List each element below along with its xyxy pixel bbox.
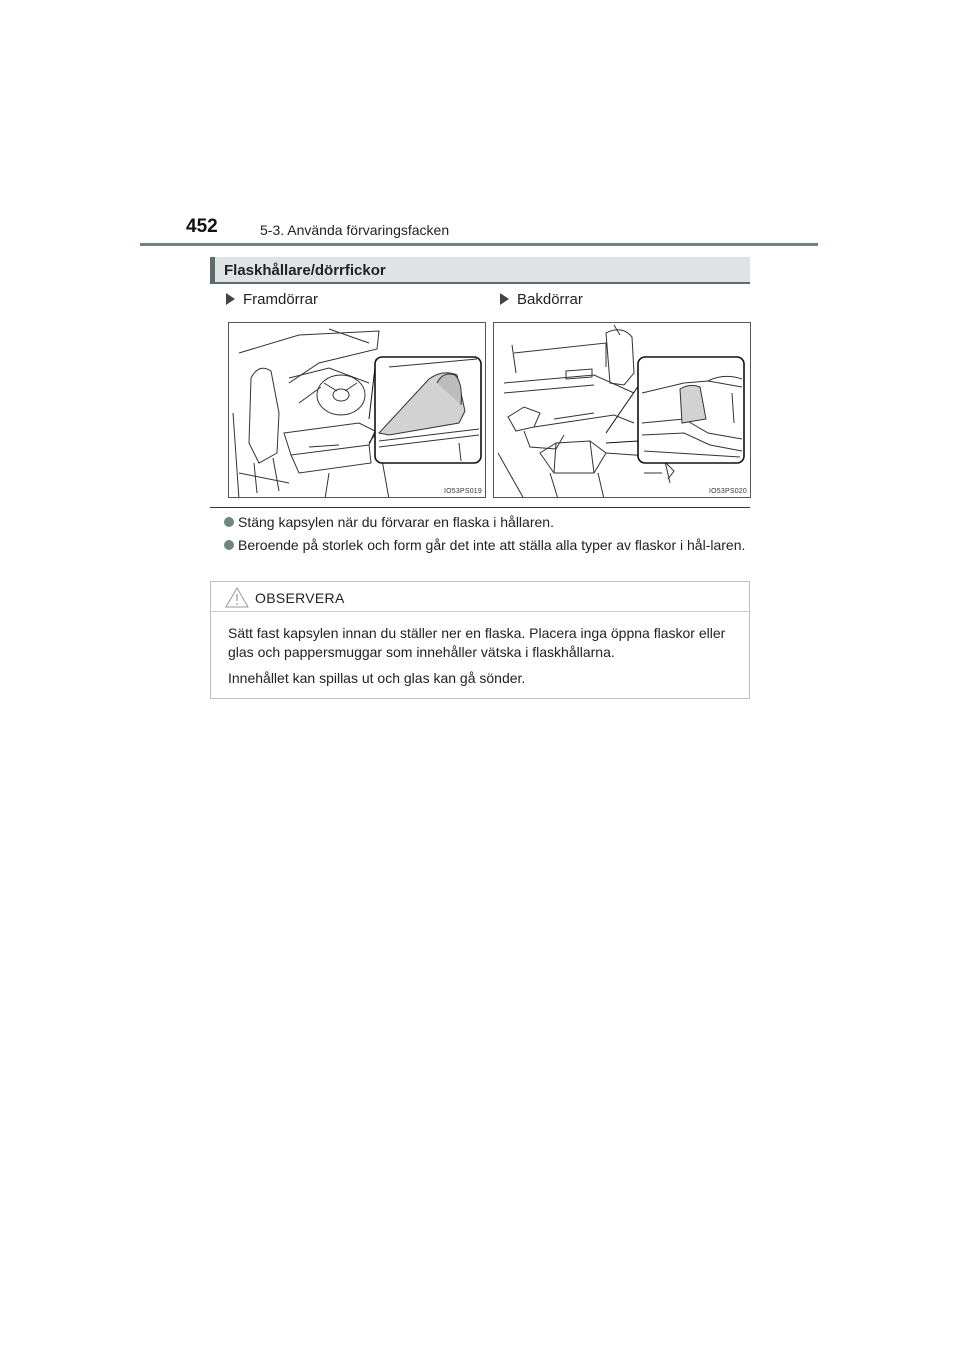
section-heading-bar [210,257,750,284]
caution-box [210,581,750,699]
bullet-dot-icon [224,540,234,550]
figure-label-front-text: Framdörrar [243,291,319,308]
figure-bottom-rule [210,507,750,508]
figure-front-doors [228,322,486,498]
bullet-text: Stäng kapsylen när du förvarar en flaska i hållaren. [238,514,554,530]
triangle-bullet-icon [500,293,509,305]
list-item [224,536,750,555]
figure-label-rear-text: Bakdörrar [517,291,583,308]
bullet-dot-icon [224,517,234,527]
section-heading: Flaskhållare/dörrfickor [224,262,386,279]
caution-body [228,624,744,695]
bullet-text: Beroende på storlek och form går det inte att ställa alla typer av flaskor i hål-laren. [238,537,746,553]
warning-triangle-icon [225,587,249,608]
caution-title: OBSERVERA [255,590,345,606]
figure-label-rear [500,291,583,308]
figure-label-front [226,291,318,308]
heading-accent [210,257,215,282]
section-title: 5-3. Använda förvaringsfacken [260,222,450,238]
rear-door-illustration [494,323,751,498]
list-item [224,513,750,532]
figure-code-front: IO53PS019 [444,488,482,495]
caution-header [211,582,749,612]
figure-code-rear: IO53PS020 [709,488,747,495]
bullet-list [224,513,750,559]
caution-paragraph: Sätt fast kapsylen innan du ställer ner en flaska. Placera inga öppna flaskor eller glas och pappersmuggar som innehåller vätska i flaskhållarna. [228,625,726,660]
figure-rear-doors [493,322,751,498]
page-number: 452 [186,216,218,237]
front-door-illustration [229,323,486,498]
triangle-bullet-icon [226,293,235,305]
caution-paragraph: Innehållet kan spillas ut och glas kan gå sönder. [228,670,526,686]
header-rule [140,243,818,246]
